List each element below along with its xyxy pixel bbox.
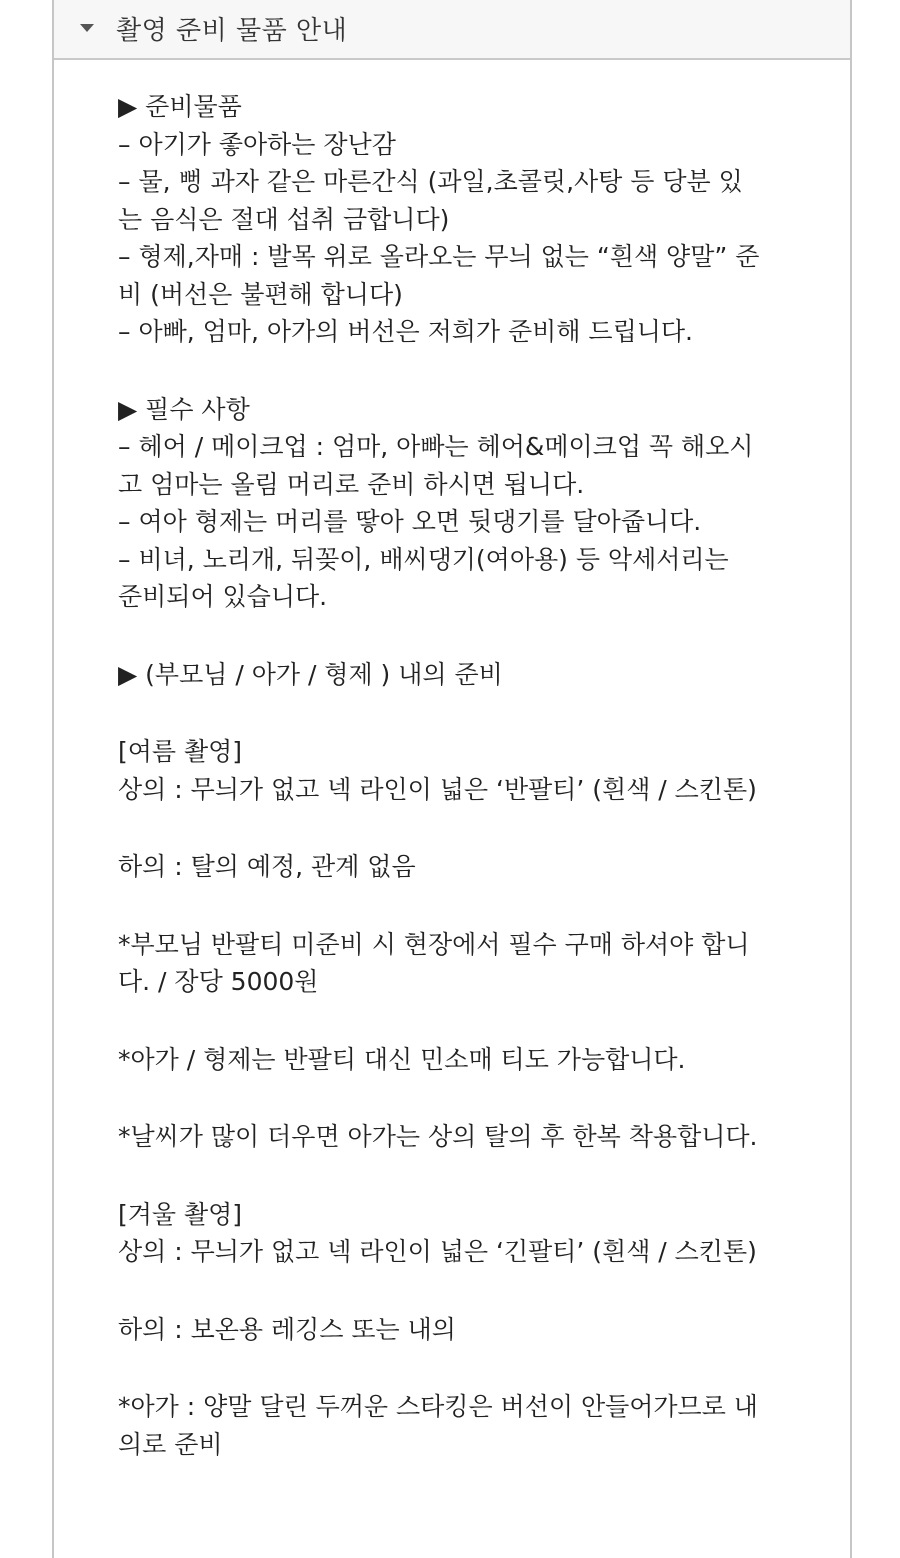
paragraph <box>118 88 798 351</box>
paragraph-gap <box>118 1078 798 1118</box>
text-line: 의로 준비 <box>118 1429 223 1459</box>
text-line: 고 엄마는 올림 머리로 준비 하시면 됩니다. <box>118 469 585 499</box>
text-line: – 물, 뻥 과자 같은 마른간식 (과일,초콜릿,사탕 등 당분 있 <box>118 167 743 196</box>
text-line: 준비되어 있습니다. <box>118 582 328 611</box>
info-panel <box>52 0 852 1558</box>
text-line: – 아빠, 엄마, 아가의 버선은 저희가 준비해 드립니다. <box>118 317 693 346</box>
paragraph-gap <box>118 693 798 733</box>
paragraph-gap <box>118 616 798 656</box>
paragraph-gap <box>118 886 798 926</box>
text-line: *부모님 반팔티 미준비 시 현장에서 필수 구매 하셔야 합니 <box>118 929 750 959</box>
text-line: *아가 / 형제는 반팔티 대신 민소매 티도 가능합니다. <box>118 1044 686 1074</box>
text-line: *날씨가 많이 더우면 아가는 상의 탈의 후 한복 착용합니다. <box>118 1122 758 1151</box>
paragraph <box>118 1118 798 1156</box>
text-line: 비 (버선은 불편해 합니다) <box>118 279 403 309</box>
text-line: *아가 : 양말 달린 두꺼운 스타킹은 버선이 안들어가므로 내 <box>118 1392 758 1421</box>
paragraph <box>118 926 798 1001</box>
text-line: – 여아 형제는 머리를 땋아 오면 뒷댕기를 달아줍니다. <box>118 507 702 536</box>
paragraph <box>118 733 798 808</box>
text-line: – 형제,자매 : 발목 위로 올라오는 무늬 없는 “흰색 양말” 준 <box>118 242 760 271</box>
caret-down-icon[interactable] <box>80 24 94 32</box>
paragraph <box>118 1041 798 1079</box>
paragraph <box>118 848 798 886</box>
paragraph <box>118 1388 798 1463</box>
paragraph <box>118 1311 798 1349</box>
paragraph-gap <box>118 1001 798 1041</box>
text-line: ▶ (부모님 / 아가 / 형제 ) 내의 준비 <box>118 659 503 689</box>
text-line: ▶ 필수 사항 <box>118 394 250 424</box>
text-line: [여름 촬영] <box>118 737 243 766</box>
text-line: [겨울 촬영] <box>118 1199 243 1229</box>
paragraph <box>118 656 798 694</box>
text-line: 상의 : 무늬가 없고 넥 라인이 넓은 ‘반팔티’ (흰색 / 스킨톤) <box>118 774 757 804</box>
text-line: 하의 : 탈의 예정, 관계 없음 <box>118 852 416 881</box>
paragraph-gap <box>118 351 798 391</box>
paragraph <box>118 1196 798 1271</box>
text-line: 상의 : 무늬가 없고 넥 라인이 넓은 ‘긴팔티’ (흰색 / 스킨톤) <box>118 1237 757 1266</box>
paragraph-gap <box>118 1156 798 1196</box>
text-line: – 비녀, 노리개, 뒤꽂이, 배씨댕기(여아용) 등 악세서리는 <box>118 544 729 574</box>
text-line: 는 음식은 절대 섭취 금합니다) <box>118 204 450 234</box>
panel-header-toggle[interactable] <box>54 0 850 60</box>
text-line: ▶ 준비물품 <box>118 92 242 121</box>
text-line: – 아기가 좋아하는 장난감 <box>118 129 396 159</box>
panel-content <box>54 60 850 1463</box>
text-line: – 헤어 / 메이크업 : 엄마, 아빠는 헤어&메이크업 꼭 해오시 <box>118 432 754 461</box>
paragraph-gap <box>118 1348 798 1388</box>
paragraph-gap <box>118 1271 798 1311</box>
text-line: 다. / 장당 5000원 <box>118 967 319 996</box>
panel-title: 촬영 준비 물품 안내 <box>116 15 348 46</box>
text-line: 하의 : 보온용 레깅스 또는 내의 <box>118 1314 456 1344</box>
paragraph <box>118 391 798 616</box>
paragraph-gap <box>118 808 798 848</box>
